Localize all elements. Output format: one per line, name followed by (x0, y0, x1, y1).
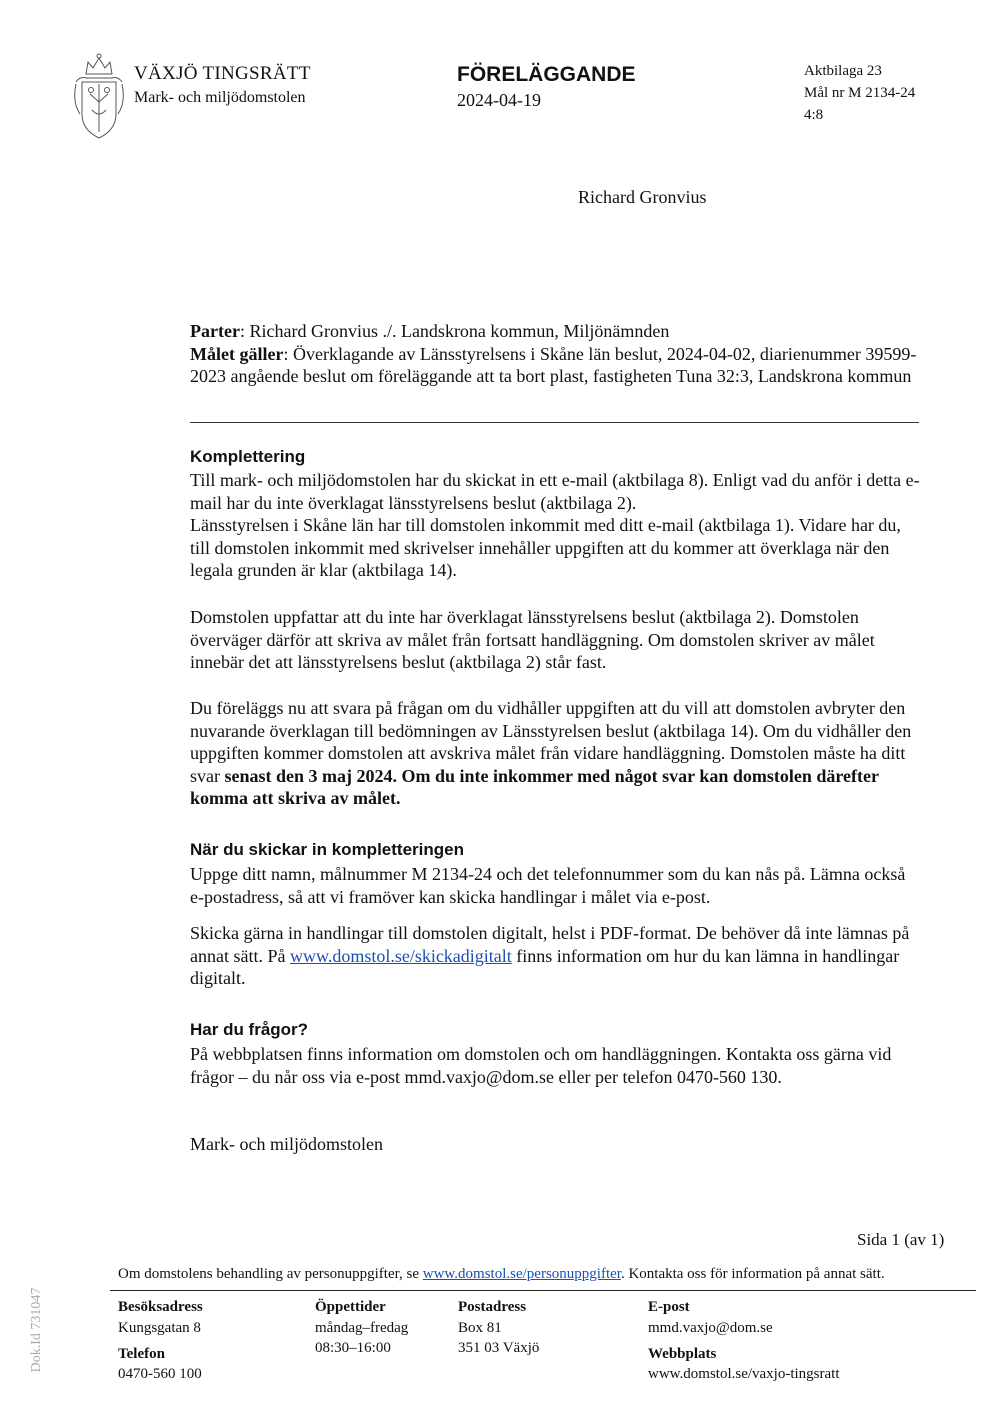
parties-text: : Richard Gronvius ./. Landskrona kommun, Miljönämnden (239, 321, 670, 341)
postal-address-label: Postadress (458, 1299, 527, 1315)
court-department: Mark- och miljödomstolen (134, 89, 306, 106)
court-coat-of-arms-logo (72, 52, 126, 140)
paragraph: Uppge ditt namn, målnummer M 2134-24 och det telefonnummer som du kan nås på. Lämna också e-postadress, så att vi framöver kan skicka handlingar i målet via e-post. (190, 864, 906, 907)
postal-box: Box 81 (458, 1320, 502, 1336)
deadline-paragraph (190, 697, 920, 810)
footer-divider (110, 1290, 976, 1291)
signature: Mark- och miljödomstolen (190, 1134, 383, 1154)
postal-city: 351 03 Växjö (458, 1340, 540, 1356)
privacy-notice (118, 1266, 885, 1283)
digital-submission-paragraph (190, 922, 920, 990)
case-number: Mål nr M 2134-24 (804, 85, 916, 101)
court-name: VÄXJÖ TINGSRÄTT (134, 63, 311, 84)
komplettering-body (190, 469, 920, 582)
opening-days: måndag–fredag (315, 1320, 409, 1336)
opening-hours-label: Öppettider (315, 1299, 386, 1315)
privacy-text: Om domstolens behandling av personuppgifter, se (118, 1266, 423, 1282)
phone-number: 0470-560 100 (118, 1366, 202, 1382)
paragraph: Till mark- och miljödomstolen har du skickat in ett e-mail (aktbilaga 8). Enligt vad du anför i detta e-mail har du inte överklagat länsstyrelsens beslut (aktbilaga 2). (190, 470, 920, 513)
heading-submission: När du skickar in kompletteringen (190, 840, 464, 859)
deadline-text: Du föreläggs nu att svara på frågan om du vidhåller uppgiften att du vill att domstolen avbryter den nuvarande överklagan till bedömningen av Länsstyrelsen beslut (aktbilaga 14). Om du vidhåller den uppgiften kommer domstolen att avskriva målet från vidare handläggning. Domstolen måste ha ditt svar (190, 698, 912, 786)
heading-komplettering: Komplettering (190, 447, 306, 466)
parties-label: Parter (190, 321, 240, 341)
visiting-address: Kungsgatan 8 (118, 1320, 201, 1336)
website-label: Webbplats (648, 1346, 717, 1362)
phone-label: Telefon (118, 1346, 165, 1362)
aktbilaga-number: Aktbilaga 23 (804, 63, 882, 79)
email-address: mmd.vaxjo@dom.se (648, 1320, 773, 1336)
parties-line (190, 320, 920, 343)
case-subject-text: : Överklagande av Länsstyrelsens i Skåne län beslut, 2024-04-02, diarienummer 39599-2023 angående beslut om föreläggande att ta bort plast, fastigheten Tuna 32:3, Landskrona kommun (190, 343, 917, 387)
section-divider (190, 422, 919, 423)
opening-hours: 08:30–16:00 (315, 1340, 391, 1356)
paragraph: Domstolen uppfattar att du inte har överklagat länsstyrelsens beslut (aktbilaga 2). Domstolen överväger därför att skriva av målet från fortsatt handläggning. Om domstolen skriver av målet innebär det att länsstyrelsens beslut (aktbilaga 2) står fast. (190, 607, 875, 673)
case-info (190, 320, 920, 388)
privacy-text: . Kontakta oss för information på annat sätt. (620, 1266, 885, 1282)
paragraph-text: Skicka gärna in handlingar till domstolen digitalt, helst i PDF-format. De behöver då inte lämnas på annat sätt. På (190, 923, 910, 966)
heading-questions: Har du frågor? (190, 1020, 309, 1039)
document-type: FÖRELÄGGANDE (457, 63, 636, 86)
paragraph: På webbplatsen finns information om domstolen och om handläggningen. Kontakta oss gärna vid frågor – du når oss via e-post mmd.vaxjo@dom.se eller per telefon 0470-560 130. (190, 1044, 892, 1087)
personuppgifter-link[interactable]: www.domstol.se/personuppgifter (422, 1266, 621, 1282)
recipient-name: Richard Gronvius (578, 187, 707, 207)
document-id: Dok.Id 731047 (29, 1287, 44, 1373)
case-subject (190, 343, 920, 388)
case-subject-label: Målet gäller (190, 343, 284, 364)
website-url: www.domstol.se/vaxjo-tingsratt (648, 1366, 840, 1382)
paragraph: Länsstyrelsen i Skåne län har till domstolen inkommit med ditt e-mail (aktbilaga 1). Vidare har du, till domstolen inkommit med skrivelser innehåller uppgiften att du kommer att överklaga när den legala grunden är klar (aktbilaga 14). (190, 515, 901, 581)
page-number: Sida 1 (av 1) (857, 1230, 945, 1249)
skickadigitalt-link[interactable]: www.domstol.se/skickadigitalt (289, 945, 512, 966)
case-reference: 4:8 (804, 107, 824, 123)
document-date: 2024-04-19 (457, 90, 541, 110)
deadline-bold-text: senast den 3 maj 2024. Om du inte inkommer med något svar kan domstolen därefter komma att skriva av målet. (190, 765, 879, 809)
visiting-address-label: Besöksadress (118, 1299, 203, 1315)
email-label: E-post (648, 1299, 690, 1315)
paragraph-text: finns information om hur du kan lämna in handlingar digitalt. (190, 945, 900, 989)
